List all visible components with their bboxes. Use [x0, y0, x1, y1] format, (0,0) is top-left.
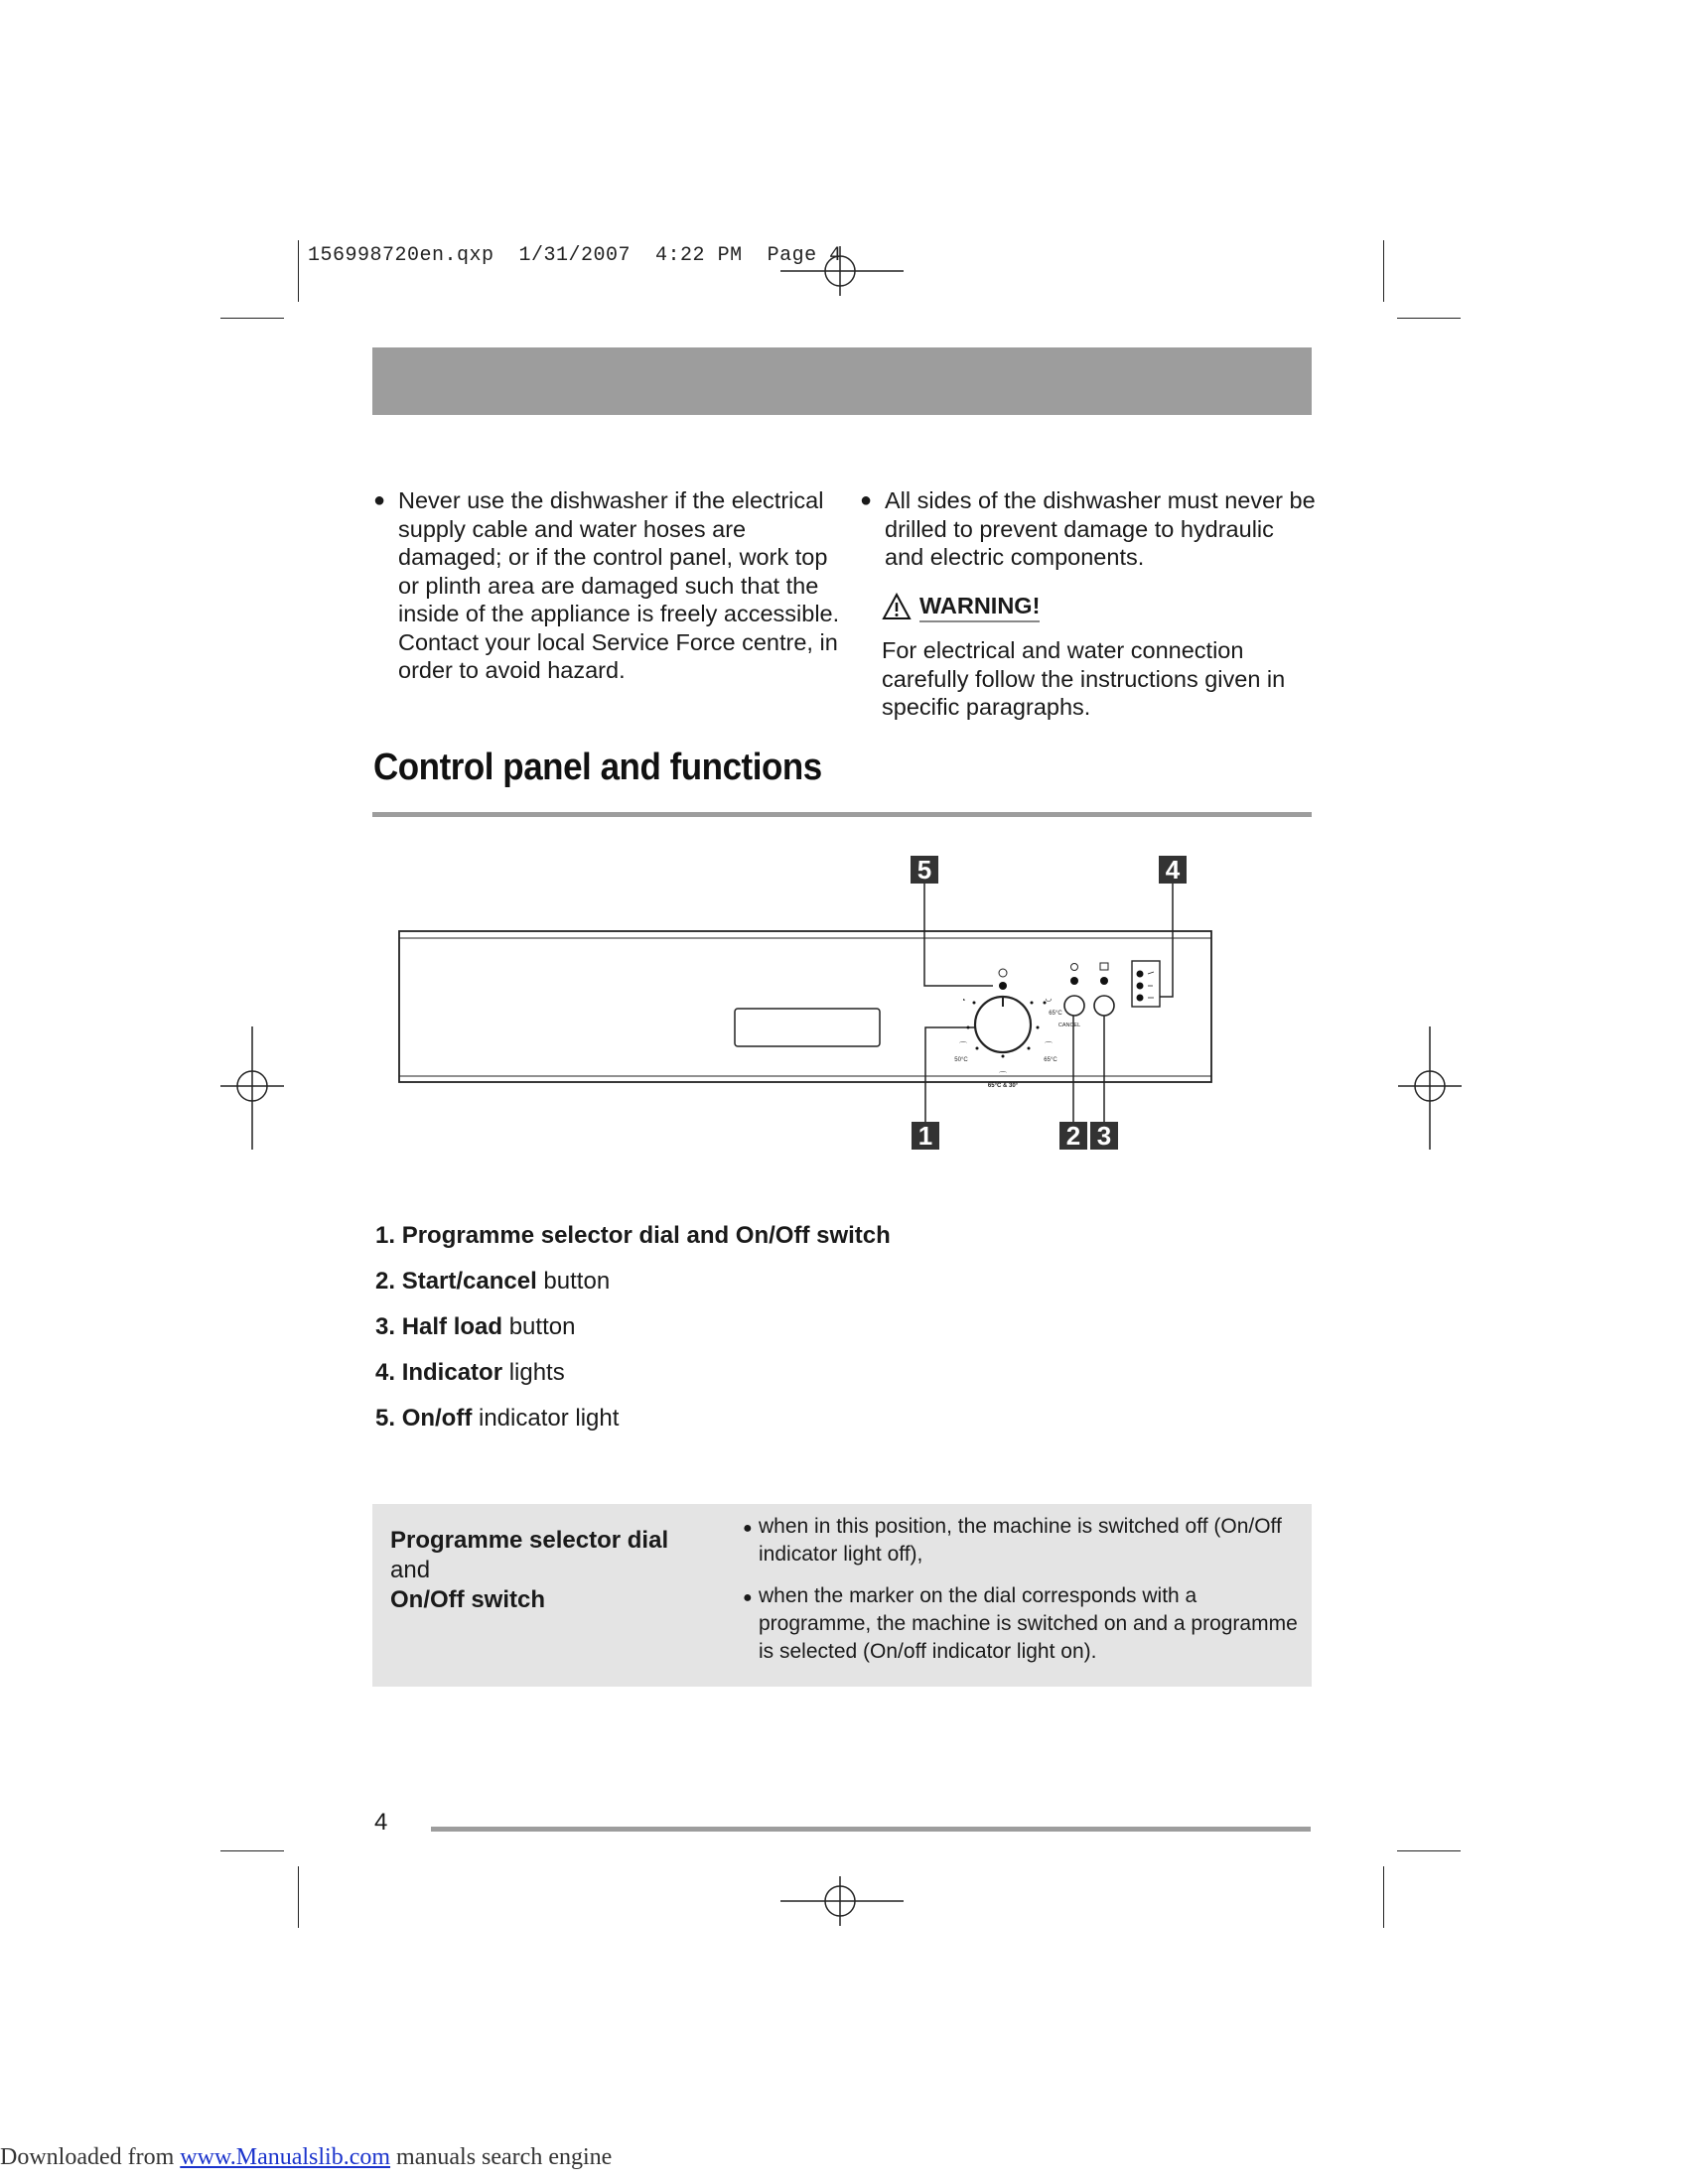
display-slot	[735, 1009, 880, 1046]
list-item: 1. Programme selector dial and On/Off switch	[375, 1222, 891, 1249]
section-title: Control panel and functions	[373, 747, 822, 788]
warning-title: WARNING!	[919, 592, 1040, 623]
svg-text:4: 4	[1165, 855, 1181, 885]
svg-text:◔: ◔	[960, 996, 966, 1005]
svg-text:⌒: ⌒	[1045, 1041, 1053, 1050]
list-item: 2. Start/cancel button	[375, 1268, 611, 1295]
onoff-indicator-light	[999, 982, 1007, 990]
footer-rule	[431, 1827, 1311, 1832]
callout-3	[1090, 1121, 1118, 1151]
safety-note-left	[373, 486, 840, 685]
warning-text: For electrical and water connection carefully follow the instructions given in specific paragraphs.	[882, 637, 1286, 720]
svg-text:65°C & 30°: 65°C & 30°	[987, 1083, 1019, 1089]
panel-outline	[399, 931, 1211, 1082]
page-number: 4	[374, 1809, 388, 1836]
half-load-button	[1094, 996, 1114, 1016]
warning-heading	[882, 592, 1317, 623]
svg-text:2: 2	[1065, 1121, 1081, 1151]
svg-text:3: 3	[1096, 1121, 1112, 1151]
bullet-icon: ●	[743, 1589, 753, 1606]
svg-text:65°C: 65°C	[1044, 1057, 1057, 1063]
callout-1	[912, 1121, 939, 1151]
control-list	[375, 1213, 891, 1441]
bullet-icon: ●	[743, 1520, 753, 1537]
manualslib-link[interactable]: www.Manualslib.com	[180, 2144, 391, 2170]
start-cancel-button	[1064, 996, 1084, 1016]
list-item: ● when in this position, the machine is switched off (On/Off indicator light off),	[743, 1515, 1282, 1566]
indicator-lights-box	[1132, 961, 1160, 1007]
info-box-points	[743, 1513, 1299, 1680]
header-bar	[372, 347, 1312, 415]
svg-text:CANCEL: CANCEL	[1057, 1023, 1081, 1028]
bullet-icon: ●	[860, 489, 873, 511]
list-item: 5. On/off indicator light	[375, 1405, 620, 1432]
bullet-icon: ●	[373, 489, 386, 511]
list-item: ● when the marker on the dial corresponds with a programme, the machine is switched on and a programme is selected (On/off indicator light on).	[743, 1584, 1298, 1663]
svg-text:⌒: ⌒	[999, 1071, 1007, 1080]
safety-text: All sides of the dishwasher must never be drilled to prevent damage to hydraulic and electric components.	[885, 487, 1316, 570]
list-item: 3. Half load button	[375, 1313, 576, 1340]
warning-triangle-icon	[882, 593, 912, 620]
print-slug: 156998720en.qxp 1/31/2007 4:22 PM Page 4	[308, 244, 842, 267]
control-panel-diagram	[377, 842, 1231, 1169]
safety-text: Never use the dishwasher if the electrical supply cable and water hoses are damaged; or if the control panel, work top or plinth area are damaged such that the inside of the appliance is freely accessible. Contact your local Service Force centre, in order to avoid hazard.	[398, 487, 840, 683]
info-box-label: Programme selector dial and On/Off switch	[390, 1527, 669, 1613]
svg-text:⌒: ⌒	[959, 1041, 967, 1050]
svg-text:50°C: 50°C	[954, 1057, 968, 1063]
callout-5	[911, 855, 938, 885]
list-item: 4. Indicator lights	[375, 1359, 565, 1386]
svg-text:1: 1	[917, 1121, 933, 1151]
safety-note-right	[860, 486, 1317, 722]
section-rule	[372, 812, 1312, 817]
svg-text:65°C: 65°C	[1049, 1011, 1062, 1017]
download-footer: Downloaded from www.Manualslib.com manuals search engine	[0, 2144, 613, 2170]
callout-4	[1159, 855, 1187, 885]
svg-text:◡: ◡	[1045, 994, 1053, 1003]
svg-text:5: 5	[916, 855, 932, 885]
callout-2	[1059, 1121, 1087, 1151]
